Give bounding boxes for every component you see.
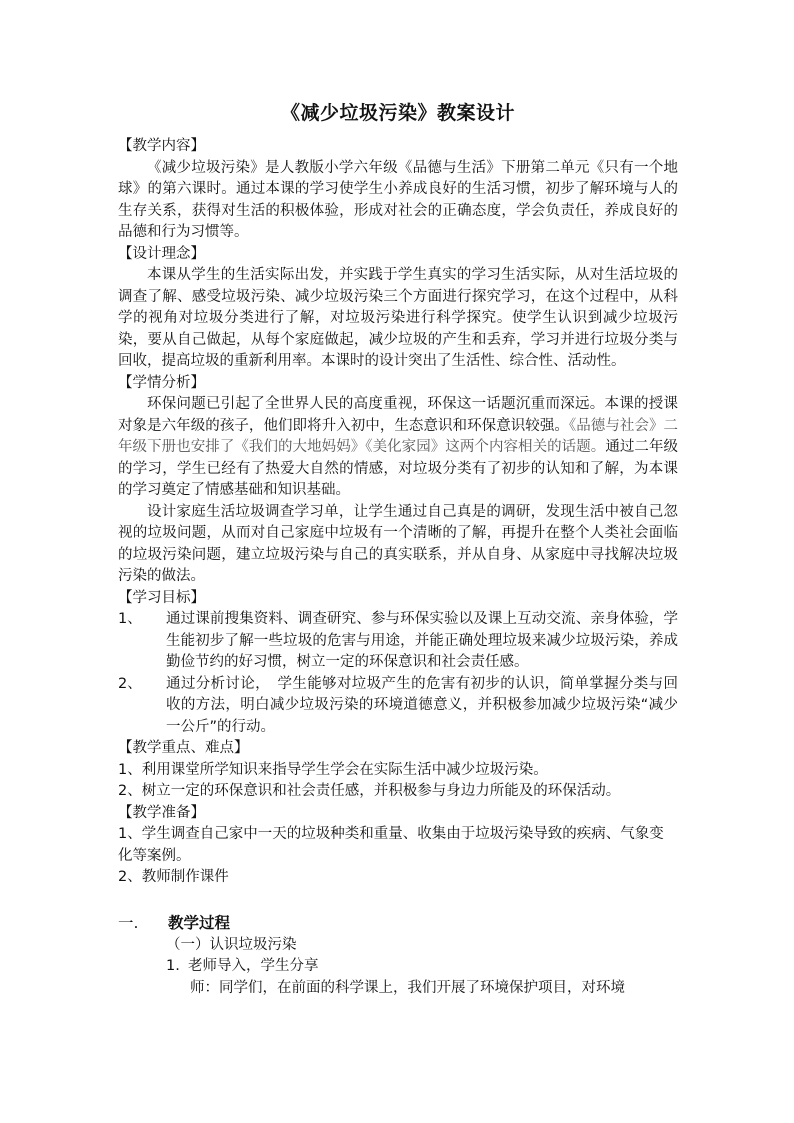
concept-paragraph: 本课从学生的生活实际出发，并实践于学生真实的学习生活实际，从对生活垃圾的调查了解、感受垃圾污染、减少垃圾污染三个方面进行探究学习，在这个过程中，从科学的视角对垃圾分类进行了解，对垃圾污染进行科学探究。使学生认识到减少垃圾污染，要从自己做起，从每个家庭做起，减少垃圾的产生和丢弃，学习并进行垃圾分类与回收，提高垃圾的重新利用率。本课时的设计突出了生活性、综合性、活动性。 (118, 267, 678, 369)
teacher-line: 师：同学们，在前面的科学课上，我们开展了环境保护项目，对环境 (190, 979, 625, 996)
process-subheading: （一）认识垃圾污染 (166, 936, 297, 953)
keypoint-line: 1、利用课堂所学知识来指导学生学会在实际生活中减少垃圾污染。 (118, 761, 548, 778)
section-heading-goals: 【学习目标】 (118, 589, 205, 606)
goal-item (118, 609, 678, 674)
section-heading-prep: 【教学准备】 (118, 804, 205, 821)
step-number: 1. (166, 958, 180, 974)
section-heading-concept: 【设计理念】 (118, 245, 205, 262)
section-heading-analysis: 【学情分析】 (118, 374, 205, 391)
analysis-text-c: 通过二年级的学习，学生已经有了热爱大自然的情感，对垃圾分类有了初步的认知和了解，为本课的学习奠定了情感基础和知识基础。 (118, 439, 679, 498)
process-title: 教学过程 (168, 913, 231, 932)
analysis-text-a: 环保问题已引起了全世界人民的高度重视，环保这一话题沉重而深远。本课的授课对象是六年级的孩子，他们即将升入初中，生态意识和环保意识较强。 (118, 396, 678, 434)
section-heading-keypoints: 【教学重点、难点】 (118, 740, 249, 756)
analysis-paragraph-2: 设计家庭生活垃圾调查学习单，让学生通过自己真是的调研，发现生活中被自己忽视的垃圾问题，从而对自己家庭中垃圾有一个清晰的了解，再提升在整个人类社会面临的垃圾污染问题，建立垃圾污染与自己的真实联系，并从自身、从家庭中寻找解决垃圾污染的做法。 (118, 503, 678, 584)
section-heading-content: 【教学内容】 (118, 138, 205, 154)
analysis-text-b: 《品德与社会》二年级下册也安排了《我们的大地妈妈》《美化家园》这两个内容相关的话题。 (118, 417, 679, 455)
process-number: 一. (118, 913, 139, 932)
document-title: 《减少垃圾污染》教案设计 (280, 102, 515, 124)
content-paragraph: 《减少垃圾污染》是人教版小学六年级《品德与生活》下册第二单元《只有一个地球》的第六课时。通过本课的学习使学生小养成良好的生活习惯，初步了解环境与人的生存关系，获得对生活的积极体验，形成对社会的正确态度，学会负责任，养成良好的品德和行为习惯等。 (118, 159, 678, 240)
analysis-paragraph-1 (118, 394, 678, 502)
goal-number: 1、 (118, 611, 142, 627)
prep-line: 2、教师制作课件 (118, 869, 229, 885)
step-text: 老师导入，学生分享 (188, 958, 319, 974)
goals-list (118, 609, 678, 738)
process-heading (118, 911, 678, 935)
goal-item (118, 674, 678, 739)
goal-text: 通过课前搜集资料、调查研究、参与环保实验以及课上互动交流、亲身体验，学生能初步了解一些垃圾的危害与用途，并能正确处理垃圾来减少垃圾污染，养成勤俭节约的好习惯，树立一定的环保意识和社会责任感。 (166, 611, 678, 670)
document-page (118, 100, 678, 999)
process-step (118, 956, 678, 978)
section-spacer (118, 889, 678, 911)
prep-line: 1、学生调查自己家中一天的垃圾种类和重量、收集由于垃圾污染导致的疾病、气象变化等案例。 (118, 826, 664, 864)
goal-number: 2、 (118, 675, 142, 692)
keypoint-line: 2、树立一定的环保意识和社会责任感，并积极参与身边力所能及的环保活动。 (118, 783, 621, 799)
goal-text: 通过分析讨论， 学生能够对垃圾产生的危害有初步的认识，简单掌握分类与回收的方法，明白减少垃圾污染的环境道德意义，并积极参加减少垃圾污染“减少一公斤”的行动。 (166, 675, 678, 735)
